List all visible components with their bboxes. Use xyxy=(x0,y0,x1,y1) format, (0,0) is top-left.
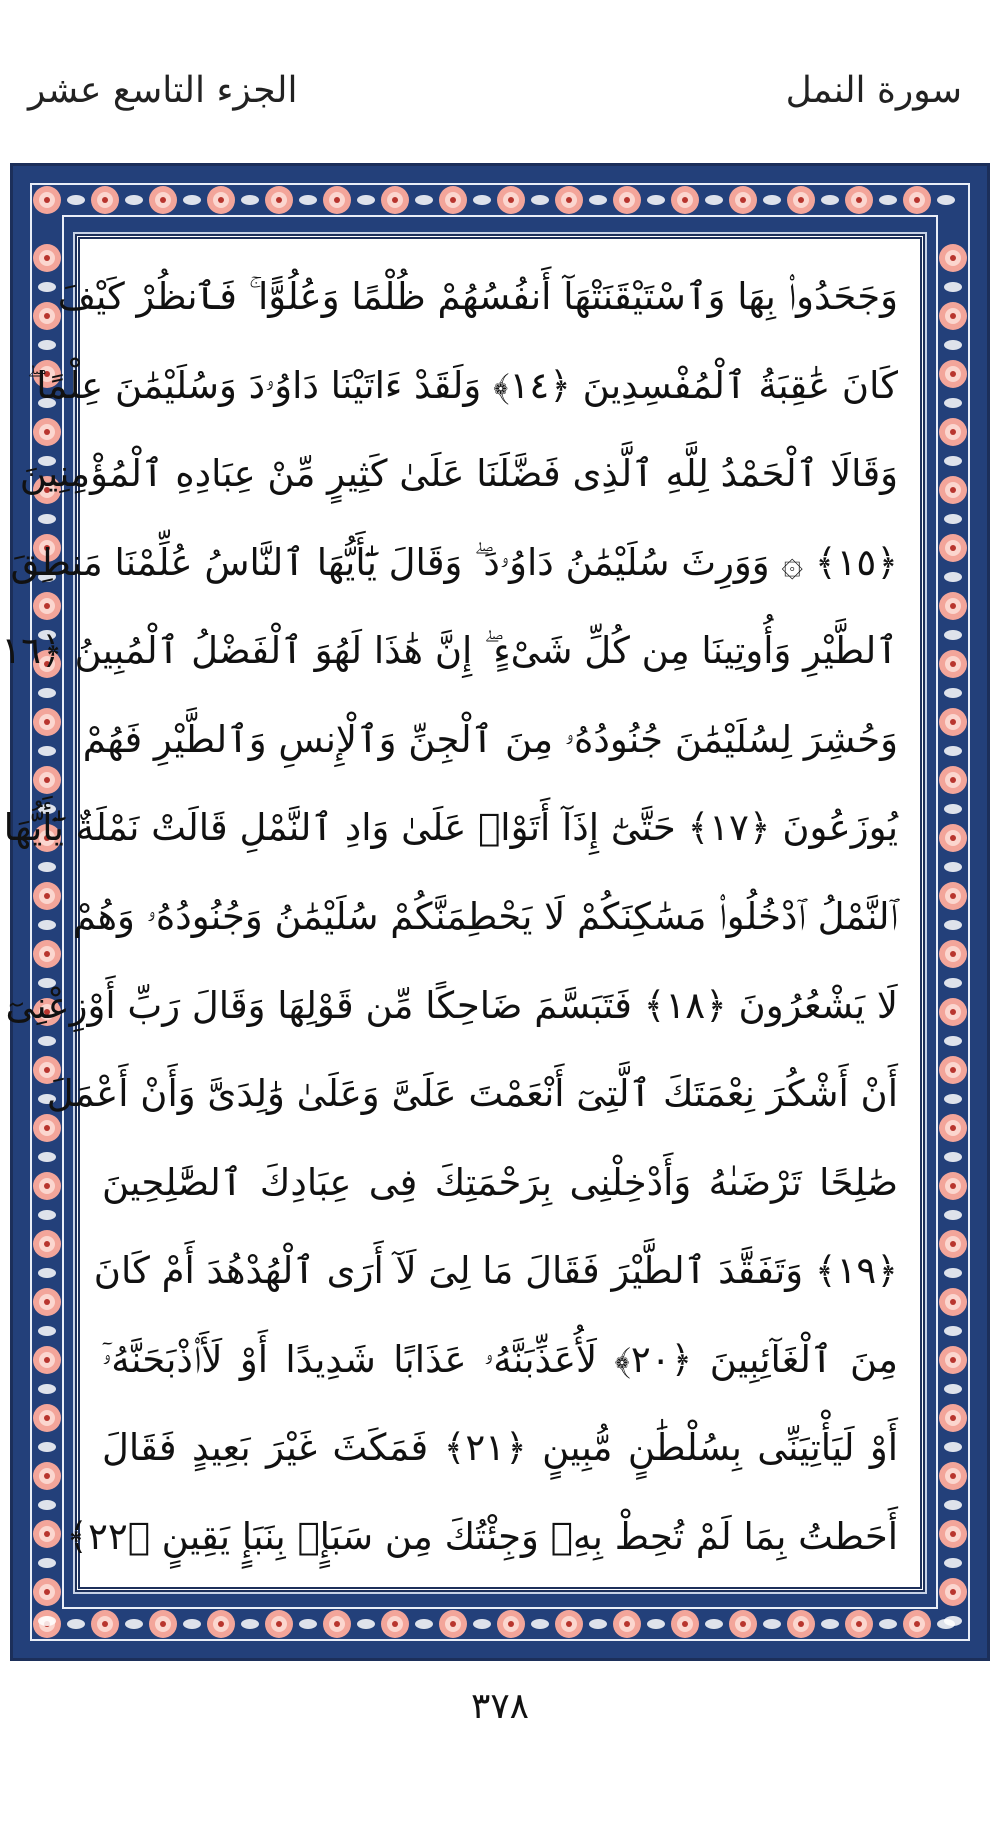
leaf-ornament xyxy=(705,195,723,205)
rosette-ornament xyxy=(439,186,467,214)
rosette-ornament xyxy=(939,940,967,968)
rosette-ornament xyxy=(939,476,967,504)
leaf-ornament xyxy=(944,1442,962,1452)
rosette-ornament xyxy=(939,360,967,388)
rosette-ornament xyxy=(381,1610,409,1638)
leaf-ornament xyxy=(183,195,201,205)
rosette-ornament xyxy=(149,1610,177,1638)
leaf-ornament xyxy=(67,195,85,205)
rosette-ornament xyxy=(845,1610,873,1638)
leaf-ornament xyxy=(38,1442,56,1452)
rosette-ornament xyxy=(323,186,351,214)
rosette-ornament xyxy=(939,708,967,736)
verse-lines xyxy=(1,257,899,1577)
leaf-ornament xyxy=(415,195,433,205)
rosette-ornament xyxy=(33,1404,61,1432)
leaf-ornament xyxy=(589,1619,607,1629)
rosette-ornament xyxy=(33,1230,61,1258)
leaf-ornament xyxy=(944,1210,962,1220)
rosette-ornament xyxy=(323,1610,351,1638)
rosette-ornament xyxy=(207,186,235,214)
leaf-ornament xyxy=(944,630,962,640)
text-line: صَٰلِحًا تَرْضَىٰهُ وَأَدْخِلْنِى بِرَحْمَتِكَ فِى عِبَادِكَ ٱلصَّٰلِحِينَ xyxy=(102,1160,898,1204)
leaf-ornament xyxy=(38,1500,56,1510)
leaf-ornament xyxy=(531,1619,549,1629)
rosette-ornament xyxy=(33,1346,61,1374)
leaf-ornament xyxy=(38,1210,56,1220)
leaf-ornament xyxy=(38,746,56,756)
leaf-ornament xyxy=(705,1619,723,1629)
rosette-ornament xyxy=(91,1610,119,1638)
leaf-ornament xyxy=(944,1268,962,1278)
leaf-ornament xyxy=(299,195,317,205)
text-line: ٱلطَّيْرِ وَأُوتِينَا مِن كُلِّ شَىْءٍ ۖ إِنَّ هَٰذَا لَهُوَ ٱلْفَضْلُ ٱلْمُبِينُ ﴿١٦ xyxy=(1,629,898,673)
leaf-ornament xyxy=(67,1619,85,1629)
leaf-ornament xyxy=(38,282,56,292)
rosette-ornament xyxy=(33,708,61,736)
rosette-ornament xyxy=(497,1610,525,1638)
leaf-ornament xyxy=(357,195,375,205)
text-line: ﴿١٩﴾ وَتَفَقَّدَ ٱلطَّيْرَ فَقَالَ مَا لِىَ لَآ أَرَى ٱلْهُدْهُدَ أَمْ كَانَ xyxy=(93,1249,898,1293)
rosette-ornament xyxy=(671,186,699,214)
rosette-ornament xyxy=(33,186,61,214)
rosette-ornament xyxy=(939,1114,967,1142)
leaf-ornament xyxy=(944,456,962,466)
rosette-ornament xyxy=(33,1578,61,1606)
leaf-ornament xyxy=(38,1558,56,1568)
text-line: ٱلنَّمْلُ ٱدْخُلُوا۟ مَسَٰكِنَكُمْ لَا يَحْطِمَنَّكُمْ سُلَيْمَٰنُ وَجُنُودُهُۥ وَهُمْ xyxy=(72,894,898,938)
rosette-ornament xyxy=(939,824,967,852)
text-line: أَوْ لَيَأْتِيَنِّى بِسُلْطَٰنٍ مُّبِينٍ ﴿٢١﴾ فَمَكَثَ غَيْرَ بَعِيدٍ فَقَالَ xyxy=(102,1426,899,1470)
leaf-ornament xyxy=(589,195,607,205)
rosette-ornament xyxy=(729,186,757,214)
leaf-ornament xyxy=(879,1619,897,1629)
rosette-ornament xyxy=(845,186,873,214)
rosette-ornament xyxy=(555,186,583,214)
rosette-ornament xyxy=(33,302,61,330)
text-line: أَنْ أَشْكُرَ نِعْمَتَكَ ٱلَّتِىٓ أَنْعَمْتَ عَلَىَّ وَعَلَىٰ وَٰلِدَىَّ وَأَنْ أَعْمَلَ xyxy=(46,1072,898,1116)
rosette-ornament xyxy=(33,1288,61,1316)
text-line: وَقَالَا ٱلْحَمْدُ لِلَّهِ ٱلَّذِى فَضَّلَنَا عَلَىٰ كَثِيرٍ مِّنْ عِبَادِهِ ٱلْمُؤْمِنِينَ xyxy=(19,452,898,496)
rosette-ornament xyxy=(939,650,967,678)
rosette-ornament xyxy=(939,534,967,562)
leaf-ornament xyxy=(38,1326,56,1336)
leaf-ornament xyxy=(944,572,962,582)
leaf-ornament xyxy=(944,688,962,698)
leaf-ornament xyxy=(125,195,143,205)
leaf-ornament xyxy=(415,1619,433,1629)
text-line: كَانَ عَٰقِبَةُ ٱلْمُفْسِدِينَ ﴿١٤﴾ وَلَقَدْ ءَاتَيْنَا دَاوُۥدَ وَسُلَيْمَٰنَ عِلْمًا ۖ xyxy=(26,363,898,407)
rosette-ornament xyxy=(939,1172,967,1200)
rosette-ornament xyxy=(439,1610,467,1638)
rosette-ornament xyxy=(939,882,967,910)
rosette-ornament xyxy=(939,1230,967,1258)
leaf-ornament xyxy=(944,340,962,350)
rosette-ornament xyxy=(497,186,525,214)
leaf-ornament xyxy=(937,195,955,205)
leaf-ornament xyxy=(944,1558,962,1568)
leaf-ornament xyxy=(38,1268,56,1278)
text-line: مِنَ ٱلْغَآئِبِينَ ﴿٢٠﴾ لَأُعَذِّبَنَّهُۥ عَذَابًا شَدِيدًا أَوْ لَأَا۟ذْبَحَنَّهُۥٓ xyxy=(102,1337,898,1381)
leaf-ornament xyxy=(944,398,962,408)
rosette-ornament xyxy=(939,1578,967,1606)
rosette-ornament xyxy=(939,1462,967,1490)
rosette-ornament xyxy=(939,1288,967,1316)
rosette-ornament xyxy=(939,1520,967,1548)
rosette-ornament xyxy=(939,1056,967,1084)
leaf-ornament xyxy=(944,862,962,872)
rosette-ornament xyxy=(33,1462,61,1490)
rosette-ornament xyxy=(91,186,119,214)
leaf-ornament xyxy=(944,514,962,524)
leaf-ornament xyxy=(944,1152,962,1162)
rosette-ornament xyxy=(939,418,967,446)
surah-title: سورة النمل xyxy=(785,70,962,111)
leaf-ornament xyxy=(647,195,665,205)
rosette-ornament xyxy=(33,244,61,272)
rosette-ornament xyxy=(939,1346,967,1374)
rosette-ornament xyxy=(613,1610,641,1638)
rosette-ornament xyxy=(33,1520,61,1548)
text-line: يُوزَعُونَ ﴿١٧﴾ حَتَّىٰٓ إِذَآ أَتَوْا۟ عَلَىٰ وَادِ ٱلنَّمْلِ قَالَتْ نَمْلَةٌ يَٰٓأَيُّهَا xyxy=(3,806,898,850)
rosette-ornament xyxy=(207,1610,235,1638)
text-line: وَجَحَدُوا۟ بِهَا وَٱسْتَيْقَنَتْهَآ أَنفُسُهُمْ ظُلْمًا وَعُلُوًّا ۚ فَٱنظُرْ كَيْفَ xyxy=(57,275,898,318)
rosette-ornament xyxy=(729,1610,757,1638)
page-header xyxy=(0,0,1000,150)
leaf-ornament xyxy=(944,1094,962,1104)
text-panel xyxy=(1,234,925,1592)
leaf-ornament xyxy=(241,195,259,205)
rosette-ornament xyxy=(939,592,967,620)
leaf-ornament xyxy=(473,195,491,205)
text-line: ﴿١٥﴾ ۞ وَوَرِثَ سُلَيْمَٰنُ دَاوُۥدَ ۖ وَقَالَ يَٰٓأَيُّهَا ٱلنَّاسُ عُلِّمْنَا مَنطِقَ xyxy=(10,540,898,584)
rosette-ornament xyxy=(149,186,177,214)
leaf-ornament xyxy=(531,195,549,205)
rosette-ornament xyxy=(265,1610,293,1638)
rosette-ornament xyxy=(787,186,815,214)
rosette-ornament xyxy=(671,1610,699,1638)
rosette-ornament xyxy=(939,1404,967,1432)
rosette-ornament xyxy=(939,302,967,330)
leaf-ornament xyxy=(944,920,962,930)
text-line: لَا يَشْعُرُونَ ﴿١٨﴾ فَتَبَسَّمَ ضَاحِكًا مِّن قَوْلِهَا وَقَالَ رَبِّ أَوْزِعْنِىٓ xyxy=(5,983,898,1027)
rosette-ornament xyxy=(787,1610,815,1638)
leaf-ornament xyxy=(944,1384,962,1394)
rosette-ornament xyxy=(555,1610,583,1638)
leaf-ornament xyxy=(944,978,962,988)
leaf-ornament xyxy=(821,1619,839,1629)
leaf-ornament xyxy=(125,1619,143,1629)
leaf-ornament xyxy=(183,1619,201,1629)
leaf-ornament xyxy=(473,1619,491,1629)
leaf-ornament xyxy=(357,1619,375,1629)
leaf-ornament xyxy=(241,1619,259,1629)
leaf-ornament xyxy=(944,1036,962,1046)
rosette-ornament xyxy=(903,186,931,214)
leaf-ornament xyxy=(38,1152,56,1162)
leaf-ornament xyxy=(821,195,839,205)
ornamental-frame xyxy=(1,163,990,1661)
rosette-ornament xyxy=(939,766,967,794)
leaf-ornament xyxy=(944,282,962,292)
leaf-ornament xyxy=(944,1326,962,1336)
rosette-ornament xyxy=(939,998,967,1026)
juz-title: الجزء التاسع عشر xyxy=(28,70,298,111)
leaf-ornament xyxy=(944,746,962,756)
leaf-ornament xyxy=(944,804,962,814)
rosette-ornament xyxy=(939,244,967,272)
rosette-ornament xyxy=(381,186,409,214)
text-line: أَحَطتُ بِمَا لَمْ تُحِطْ بِهِۦ وَجِئْتُكَ مِن سَبَإٍۭ بِنَبَإٍ يَقِينٍ ﴿٢٢﴾ xyxy=(66,1514,898,1558)
leaf-ornament xyxy=(38,920,56,930)
leaf-ornament xyxy=(879,195,897,205)
rosette-ornament xyxy=(33,940,61,968)
leaf-ornament xyxy=(647,1619,665,1629)
rosette-ornament xyxy=(33,882,61,910)
leaf-ornament xyxy=(944,1616,962,1626)
leaf-ornament xyxy=(299,1619,317,1629)
rosette-ornament xyxy=(265,186,293,214)
leaf-ornament xyxy=(763,195,781,205)
rosette-ornament xyxy=(33,1172,61,1200)
leaf-ornament xyxy=(38,1384,56,1394)
text-line: وَحُشِرَ لِسُلَيْمَٰنَ جُنُودُهُۥ مِنَ ٱلْجِنِّ وَٱلْإِنسِ وَٱلطَّيْرِ فَهُمْ xyxy=(82,717,898,761)
leaf-ornament xyxy=(944,1500,962,1510)
leaf-ornament xyxy=(38,1616,56,1626)
rosette-ornament xyxy=(903,1610,931,1638)
leaf-ornament xyxy=(763,1619,781,1629)
rosette-ornament xyxy=(613,186,641,214)
page-number: ٣٧٨ xyxy=(470,1686,529,1727)
